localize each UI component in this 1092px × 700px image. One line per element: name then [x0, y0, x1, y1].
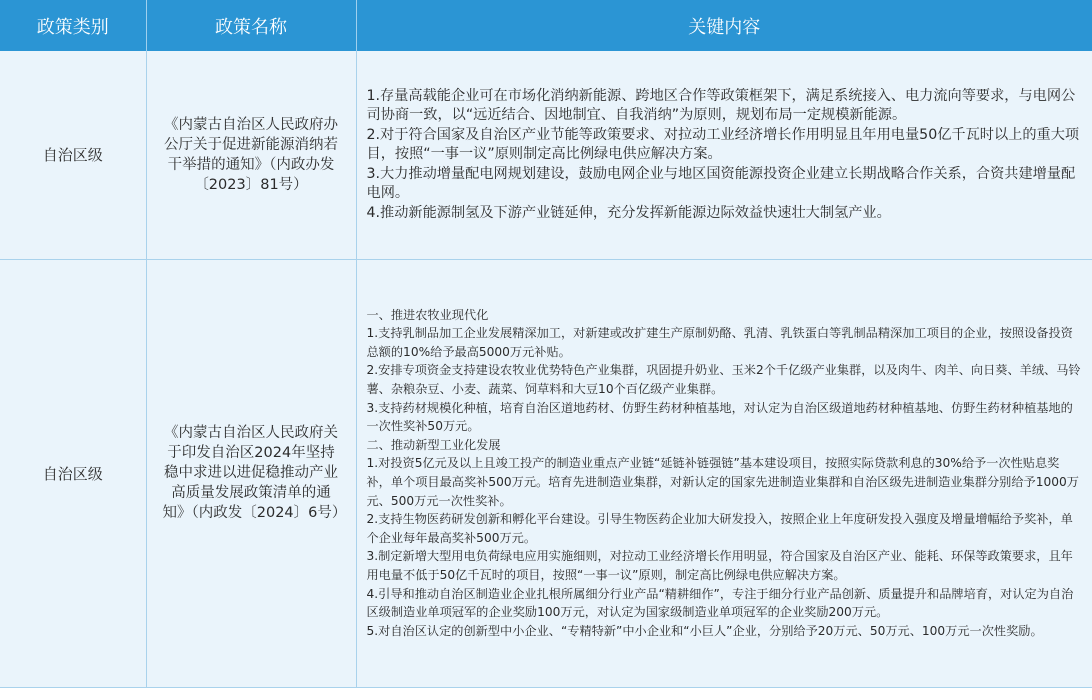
- content-item: 4.推动新能源制氢及下游产业链延伸，充分发挥新能源边际效益快速壮大制氢产业。: [366, 204, 891, 221]
- content-item: 1.存量高载能企业可在市场化消纳新能源、跨地区合作等政策框架下，满足系统接入、电力流向等要求，与电网公司协商一致，以“远近结合、因地制宜、自我消纳”为原则，规划布局一定规模新能源。: [366, 87, 1076, 123]
- header-policy-category: 政策类别: [0, 0, 146, 51]
- key-content-cell: [356, 51, 1092, 259]
- content-item: 2.对于符合国家及自治区产业节能等政策要求、对拉动工业经济增长作用明显且年用电量50亿千瓦时以上的重大项目，按照“一事一议”原则制定高比例绿电供应解决方案。: [366, 126, 1080, 162]
- policy-category-cell: 自治区级: [0, 259, 146, 687]
- table-row: [0, 51, 1092, 259]
- content-item: 2.安排专项资金支持建设农牧业优势特色产业集群，巩固提升奶业、玉米2个千亿级产业集群，以及肉牛、肉羊、向日葵、羊绒、马铃薯、杂粮杂豆、小麦、蔬菜、饲草料和大豆10个百亿级产业集群。: [366, 363, 1081, 397]
- header-key-content: 关键内容: [356, 0, 1092, 51]
- content-item: 3.支持药材规模化种植，培育自治区道地药材、仿野生药材种植基地，对认定为自治区级道地药材种植基地、仿野生药材种植基地的一次性奖补50万元。: [366, 400, 1073, 434]
- content-item: 3.制定新增大型用电负荷绿电应用实施细则，对拉动工业经济增长作用明显，符合国家及自治区产业、能耗、环保等政策要求，且年用电量不低于50亿千瓦时的项目，按照“一事一议”原则，制定高比例绿电供应解决方案。: [366, 549, 1073, 582]
- content-item: 2.支持生物医药研发创新和孵化平台建设。引导生物医药企业加大研发投入，按照企业上年度研发投入强度及增量增幅给予奖补，单个企业每年最高奖补500万元。: [366, 512, 1073, 545]
- content-item: 5.对自治区认定的创新型中小企业、“专精特新”中小企业和“小巨人”企业，分别给予20万元、50万元、100万元一次性奖励。: [366, 623, 1043, 638]
- content-item: 1.支持乳制品加工企业发展精深加工，对新建或改扩建生产原制奶酪、乳清、乳铁蛋白等乳制品精深加工项目的企业，按照设备投资总额的10%给予最高5000万元补贴。: [366, 326, 1073, 359]
- header-policy-name: 政策名称: [146, 0, 356, 51]
- content-item: 1.对投资5亿元及以上且竣工投产的制造业重点产业链“延链补链强链”基本建设项目，按照实际贷款利息的30%给予一次性贴息奖补，单个项目最高奖补500万元。培育先进制造业集群，对新认定的国家先进制造业集群和自治区级先进制造业集群分别给予1000万元、500万元一次性奖补。: [366, 456, 1079, 508]
- policy-category-cell: 自治区级: [0, 51, 146, 259]
- table-row: [0, 259, 1092, 687]
- section-heading: 二、推动新型工业化发展: [366, 437, 501, 452]
- content-item: 3.大力推动增量配电网规划建设，鼓励电网企业与地区国资能源投资企业建立长期战略合作关系，合资共建增量配电网。: [366, 165, 1076, 201]
- section-heading: 一、推进农牧业现代化: [366, 307, 489, 322]
- key-content-cell: [356, 259, 1092, 687]
- table-header-row: [0, 0, 1092, 51]
- content-item: 4.引导和推动自治区制造业企业扎根所属细分行业产品“精耕细作”，专注于细分行业产品创新、质量提升和品牌培育，对认定为自治区级制造业单项冠军的企业奖励100万元，对认定为国家级制造业单项冠军的企业奖励200万元。: [366, 586, 1074, 620]
- policy-name-cell: 《内蒙古自治区人民政府关于印发自治区2024年坚持稳中求进以进促稳推动产业高质量发展政策清单的通知》（内政发〔2024〕6号）: [146, 259, 356, 687]
- policy-name-cell: 《内蒙古自治区人民政府办公厅关于促进新能源消纳若干举措的通知》（内政办发〔2023〕81号）: [146, 51, 356, 259]
